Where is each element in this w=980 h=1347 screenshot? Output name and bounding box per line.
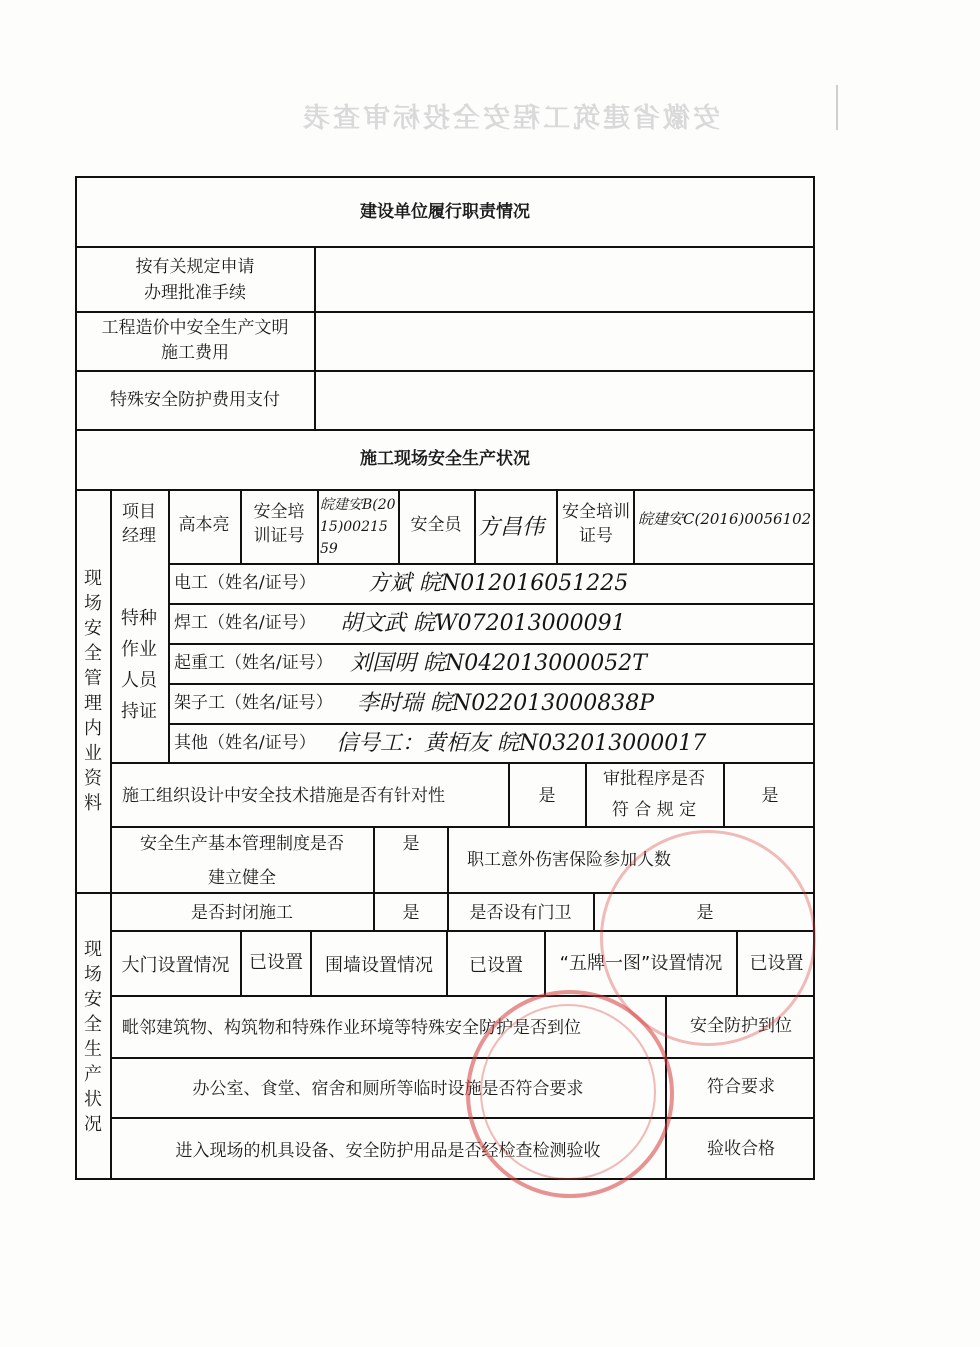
electrician-label: 电工（姓名/证号） — [174, 573, 316, 593]
other-worker-value: 信号工：黄栢友 皖N032013000017 — [336, 731, 707, 756]
adjacent-protection-label: 毗邻建筑物、构筑物和特殊作业环境等特殊安全防护是否到位 — [122, 1018, 581, 1038]
bleed-through-rule — [836, 85, 838, 130]
row-label-special-fee: 特殊安全防护费用支付 — [110, 390, 280, 410]
section-header-site-status: 施工现场安全生产状况 — [360, 449, 530, 469]
adjacent-protection-value: 安全防护到位 — [690, 1016, 792, 1036]
side-label-site-safety: 现场安全生产状况 — [84, 939, 102, 1135]
approval-procedure-label-line1: 审批程序是否 — [603, 769, 705, 789]
five-boards-value: 已设置 — [749, 953, 804, 974]
temp-facilities-value: 符合要求 — [707, 1077, 775, 1097]
row-label-safety-cost-line2: 施工费用 — [161, 343, 229, 363]
five-boards-label: “五牌一图”设置情况 — [559, 953, 723, 974]
scaffolder-value: 李时瑞 皖N022013000838P — [357, 691, 655, 716]
red-official-seal-inner — [480, 1004, 656, 1180]
pm-cert-handwritten: 皖建安B(2015)0021559 — [320, 497, 396, 557]
other-worker-label: 其他（姓名/证号） — [174, 733, 316, 753]
row-label-safety-cost-line1: 工程造价中安全生产文明 — [101, 318, 289, 338]
so-cert-label: 安全培训证号 — [562, 502, 630, 546]
safety-officer-label: 安全员 — [410, 515, 462, 535]
welder-label: 焊工（姓名/证号） — [174, 613, 316, 633]
main-gate-value: 已设置 — [249, 952, 303, 973]
fence-wall-label: 围墙设置情况 — [325, 955, 433, 976]
side-label-internal-docs: 现场安全管理内业资料 — [84, 568, 102, 814]
fence-wall-value: 已设置 — [469, 955, 523, 976]
pm-label: 项目经理 — [122, 502, 156, 546]
insurance-label: 职工意外伤害保险参加人数 — [467, 850, 671, 870]
management-system-label-line1: 安全生产基本管理制度是否 — [140, 834, 344, 854]
design-measures-label: 施工组织设计中安全技术措施是否有针对性 — [122, 786, 445, 806]
pm-name: 高本亮 — [178, 515, 230, 535]
bleed-through-title: 安徽省建筑工程安全投标审查表 — [300, 103, 720, 134]
approval-procedure-value: 是 — [761, 786, 779, 806]
approval-procedure-label-line2: 符 合 规 定 — [611, 800, 697, 820]
welder-value: 胡文武 皖W072013000091 — [340, 611, 626, 636]
gate-guard-label: 是否设有门卫 — [469, 903, 572, 923]
design-measures-value: 是 — [538, 786, 556, 806]
main-gate-label: 大门设置情况 — [121, 955, 230, 976]
equipment-inspection-label: 进入现场的机具设备、安全防护用品是否经检查检测验收 — [175, 1141, 601, 1161]
management-system-value: 是 — [402, 834, 420, 854]
scaffolder-label: 架子工（姓名/证号） — [174, 693, 333, 713]
gate-guard-value: 是 — [696, 903, 714, 923]
temp-facilities-label: 办公室、食堂、宿舍和厕所等临时设施是否符合要求 — [192, 1079, 584, 1099]
row-label-approval-line2: 办理批准手续 — [144, 283, 246, 303]
management-system-label-line2: 建立健全 — [208, 868, 276, 888]
enclosed-construction-value: 是 — [402, 903, 420, 923]
section-header-duties: 建设单位履行职责情况 — [360, 202, 530, 222]
special-workers-label: 特种作业人员持证 — [121, 608, 157, 722]
so-cert-handwritten: 皖建安C(2016)0056102 — [638, 510, 812, 528]
pm-cert-label: 安全培训证号 — [253, 502, 305, 546]
rigger-label: 起重工（姓名/证号） — [174, 653, 333, 673]
enclosed-construction-label: 是否封闭施工 — [191, 903, 293, 923]
rigger-value: 刘国明 皖N042013000052T — [350, 651, 647, 676]
equipment-inspection-value: 验收合格 — [707, 1139, 775, 1159]
red-faint-seal — [600, 830, 816, 1046]
electrician-value: 方斌 皖N012016051225 — [368, 571, 629, 596]
row-label-approval-line1: 按有关规定申请 — [135, 257, 255, 277]
safety-officer-name: 方昌伟 — [478, 515, 545, 540]
